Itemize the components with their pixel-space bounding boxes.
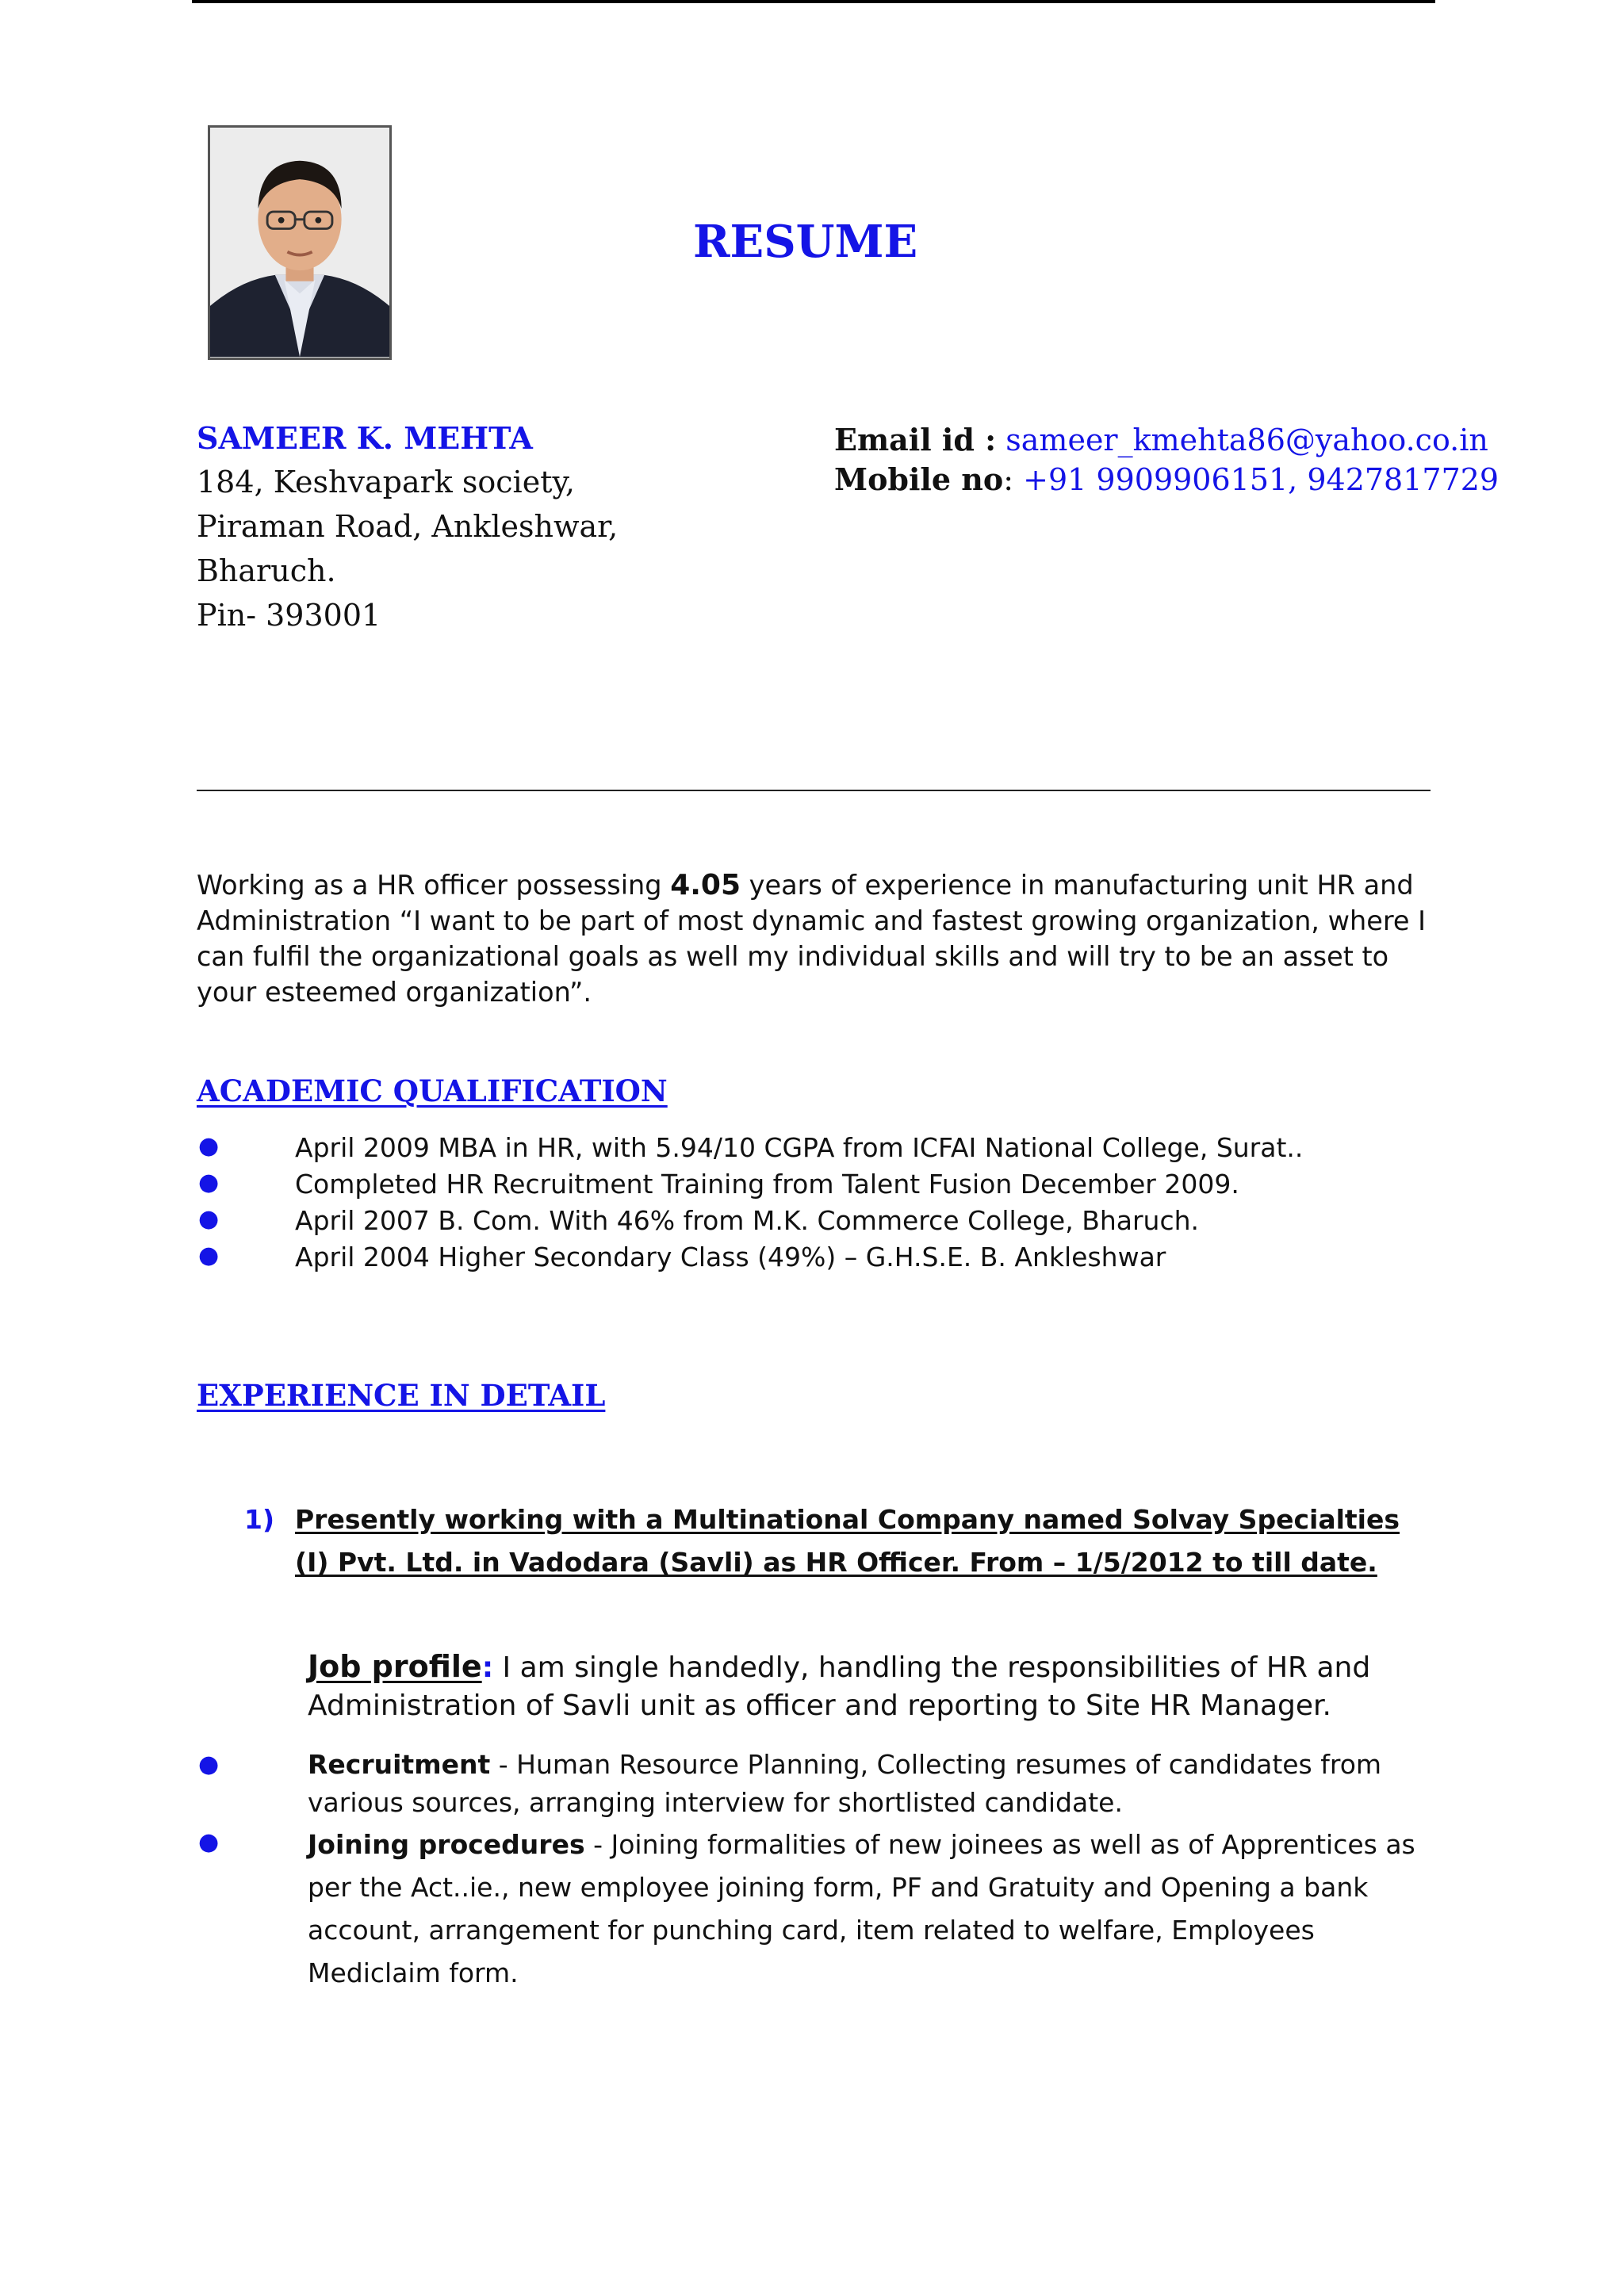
bullet-icon: ● (198, 1828, 220, 1856)
section-divider (197, 790, 1431, 791)
profile-photo (208, 125, 392, 360)
mobile-label: Mobile no (834, 461, 1004, 497)
job-profile-text: I am single handedly, handling the responsibilities of HR and Administration of Savli unit as officer and reporting to Site HR Manager. (308, 1651, 1371, 1722)
academic-heading: ACADEMIC QUALIFICATION (197, 1073, 668, 1108)
top-border-line (192, 0, 1435, 3)
address-block (197, 460, 618, 637)
job-number: 1) (244, 1504, 275, 1535)
qualification-text: Completed HR Recruitment Training from Talent Fusion December 2009. (295, 1169, 1239, 1200)
bullet-icon: ● (198, 1751, 220, 1778)
bullet-icon: ● (198, 1169, 220, 1196)
candidate-name: SAMEER K. MEHTA (197, 420, 533, 456)
list-item (197, 1242, 1434, 1278)
contact-block (834, 420, 1499, 499)
qualification-text: April 2004 Higher Secondary Class (49%) – G.H.S.E. B. Ankleshwar (295, 1242, 1166, 1272)
duty-description: - Joining formalities of new joinees as well as of Apprentices as per the Act..ie., new employee joining form, PF and Gratuity and Opening a bank account, arrangement for punching card, item related to welfare, Employees Mediclaim form. (308, 1829, 1415, 1988)
experience-years: 4.05 (670, 869, 741, 901)
list-item (197, 1205, 1434, 1242)
summary-text-start: Working as a HR officer possessing (197, 870, 671, 901)
list-item (197, 1169, 1434, 1205)
list-item (197, 1132, 1434, 1169)
career-summary (197, 867, 1434, 1010)
address-line: Pin- 393001 (197, 598, 381, 633)
bullet-icon: ● (198, 1242, 220, 1269)
summary-text-end: years of experience in manufacturing unit HR and Administration “I want to be part of most dynamic and fastest growing organization, where I can fulfil the organizational goals as well my individual skills and will try to be an asset to your esteemed organization”. (197, 870, 1427, 1008)
job-profile-colon: : (481, 1651, 494, 1684)
experience-heading: EXPERIENCE IN DETAIL (197, 1378, 606, 1413)
duty-title: Joining procedures (308, 1829, 585, 1860)
bullet-icon: ● (198, 1205, 220, 1233)
mobile-row (834, 460, 1499, 499)
qualification-text: April 2007 B. Com. With 46% from M.K. Commerce College, Bharuch. (295, 1205, 1199, 1236)
bullet-icon: ● (198, 1132, 220, 1160)
academic-list (197, 1132, 1434, 1278)
email-link[interactable]: sameer_kmehta86@yahoo.co.in (1005, 423, 1488, 457)
qualification-text: April 2009 MBA in HR, with 5.94/10 CGPA from ICFAI National College, Surat.. (295, 1132, 1304, 1163)
job-profile (308, 1647, 1434, 1725)
email-label: Email id : (834, 422, 997, 457)
job-title: Presently working with a Multinational Company named Solvay Specialties (I) Pvt. Ltd. in Vadodara (Savli) as HR Officer. From – 1/5/2012 to till date. (295, 1504, 1400, 1578)
duty-text (308, 1823, 1434, 1995)
address-line: 184, Keshvapark society, (197, 465, 575, 499)
mobile-colon: : (1003, 462, 1014, 497)
address-line: Bharuch. (197, 553, 336, 588)
resume-page: RESUME SAMEER K. MEHTA 184, Keshvapark society, Piraman Road, Ankleshwar, Bharuch. Pin- 393001 Email id : sameer_kmehta86@yahoo.co.in Mobile no: +91 9909906151, 9427817729 Working as a HR officer possessing 4.05 years of experience in manufacturing unit HR and Administration “I want to be part of most dynamic and fastest growing organization, where I can fulfil the organizational goals as well my individual skills and will try to be an asset to your esteemed organization”. ACADEMIC QUALIFICATION ● April 2009 MBA in HR, with 5.94/10 CGPA from ICFAI National College, Surat.. ● Completed HR Recruitment Training from Talent Fusion December 2009. ● April 2007 B. Com. With 46% from M.K. Commerce College, Bharuch. ● April 2004 Higher Secondary Class (49%) – G.H.S.E. B. Ankleshwar EXPERIENCE IN DETAIL 1) Presently working with a Multinational Company named Solvay Specialties (I) Pvt. Ltd. in Vadodara (Savli) as HR Officer. From – 1/5/2012 to till date. Job profile: I am single handedly, handling the responsibilities of HR and Administration of Savli unit as officer and reporting to Site HR Manager. ● Recruitment - Human Resource Planning, Collecting resumes of candidates from various sources, arranging interview for shortlisted candidate. ● Joining procedures - Joining formalities of new joinees as well as of Apprentices as per the Act..ie., new employee joining form, PF and Gratuity and Opening a bank account, arrangement for punching card, item related to welfare, Employees Mediclaim form. (0, 0, 1624, 2296)
portrait-illustration-icon (210, 128, 389, 358)
email-row (834, 420, 1499, 460)
mobile-number: +91 9909906151, 9427817729 (1023, 462, 1500, 497)
duty-description: - Human Resource Planning, Collecting resumes of candidates from various sources, arranging interview for shortlisted candidate. (308, 1749, 1382, 1818)
address-line: Piraman Road, Ankleshwar, (197, 509, 619, 544)
job-profile-label: Job profile (308, 1649, 482, 1684)
duty-text (308, 1746, 1434, 1822)
duty-title: Recruitment (308, 1749, 491, 1780)
